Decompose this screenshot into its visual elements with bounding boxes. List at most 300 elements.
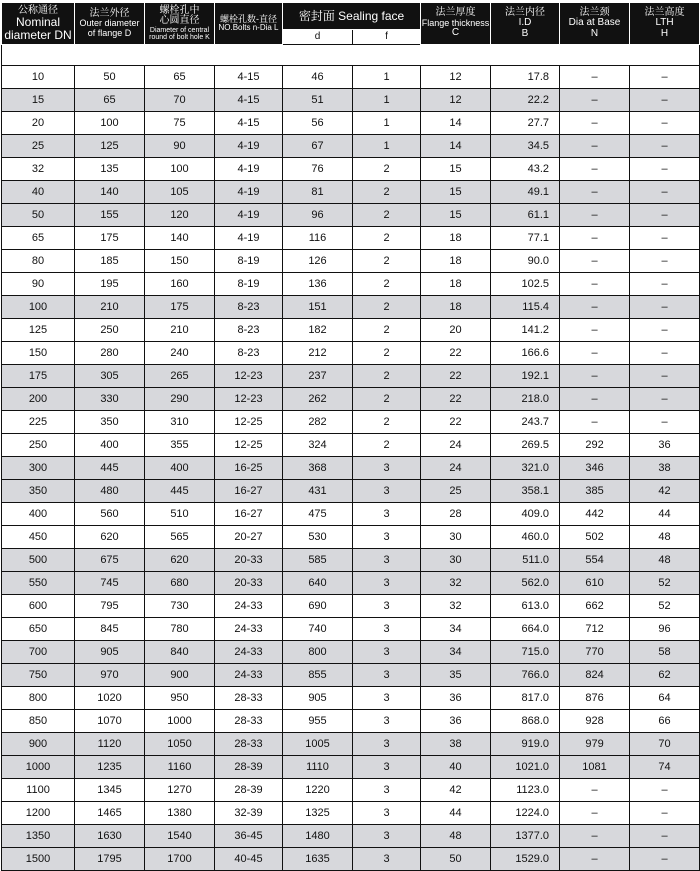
- cell-bolt-circle-k: 1380: [145, 802, 215, 825]
- cell-bolt-circle-k: 680: [145, 572, 215, 595]
- cell-height-h: –: [630, 388, 700, 411]
- cell-seal-f: 3: [353, 664, 421, 687]
- cell-seal-f: 2: [353, 273, 421, 296]
- cell-id-b: 817.0: [491, 687, 560, 710]
- cell-height-h: –: [630, 273, 700, 296]
- cell-height-h: 62: [630, 664, 700, 687]
- cell-outer-d: 1120: [75, 733, 145, 756]
- header-dia-at-base: 法兰颈 Dia at Base N: [560, 3, 630, 45]
- cell-seal-f: 2: [353, 227, 421, 250]
- cell-bolts: 16-27: [215, 480, 283, 503]
- cell-bolt-circle-k: 70: [145, 89, 215, 112]
- cell-bolts: 16-25: [215, 457, 283, 480]
- cell-dn: 300: [2, 457, 75, 480]
- cell-bolts: 28-39: [215, 779, 283, 802]
- cell-bolt-circle-k: 400: [145, 457, 215, 480]
- cell-bolts: 28-39: [215, 756, 283, 779]
- cell-height-h: –: [630, 802, 700, 825]
- cell-base-n: –: [560, 89, 630, 112]
- cell-dn: 550: [2, 572, 75, 595]
- cell-dn: 700: [2, 641, 75, 664]
- cell-seal-d: 368: [283, 457, 353, 480]
- header-flange-thickness: 法兰厚度 Flange thickness C: [421, 3, 491, 45]
- table-row: [2, 503, 700, 526]
- cell-bolts: 12-23: [215, 365, 283, 388]
- cell-outer-d: 795: [75, 595, 145, 618]
- cell-base-n: –: [560, 250, 630, 273]
- cell-base-n: 876: [560, 687, 630, 710]
- cell-dn: 150: [2, 342, 75, 365]
- standard-2: JIS B2212 10K: [369, 48, 444, 60]
- cell-thickness-c: 12: [421, 66, 491, 89]
- cell-seal-d: 1110: [283, 756, 353, 779]
- cell-dn: 20: [2, 112, 75, 135]
- cell-seal-f: 3: [353, 457, 421, 480]
- cell-outer-d: 250: [75, 319, 145, 342]
- cell-id-b: 61.1: [491, 204, 560, 227]
- cell-base-n: 928: [560, 710, 630, 733]
- cell-outer-d: 125: [75, 135, 145, 158]
- cell-outer-d: 560: [75, 503, 145, 526]
- cell-thickness-c: 14: [421, 135, 491, 158]
- cell-bolts: 8-23: [215, 342, 283, 365]
- cell-height-h: –: [630, 112, 700, 135]
- cell-seal-d: 1635: [283, 848, 353, 871]
- table-row: [2, 181, 700, 204]
- cell-bolt-circle-k: 840: [145, 641, 215, 664]
- cell-thickness-c: 15: [421, 181, 491, 204]
- cell-seal-f: 2: [353, 250, 421, 273]
- cell-thickness-c: 24: [421, 457, 491, 480]
- cell-seal-d: 262: [283, 388, 353, 411]
- cell-height-h: 42: [630, 480, 700, 503]
- cell-outer-d: 155: [75, 204, 145, 227]
- cell-id-b: 90.0: [491, 250, 560, 273]
- cell-thickness-c: 15: [421, 204, 491, 227]
- cell-bolt-circle-k: 950: [145, 687, 215, 710]
- cell-seal-f: 3: [353, 480, 421, 503]
- cell-seal-d: 282: [283, 411, 353, 434]
- cell-thickness-c: 48: [421, 825, 491, 848]
- cell-seal-d: 955: [283, 710, 353, 733]
- cell-id-b: 1021.0: [491, 756, 560, 779]
- cell-base-n: 610: [560, 572, 630, 595]
- cell-dn: 800: [2, 687, 75, 710]
- cell-seal-d: 126: [283, 250, 353, 273]
- cell-seal-f: 3: [353, 618, 421, 641]
- cell-outer-d: 970: [75, 664, 145, 687]
- cell-bolt-circle-k: 105: [145, 181, 215, 204]
- cell-thickness-c: 34: [421, 641, 491, 664]
- cell-seal-d: 855: [283, 664, 353, 687]
- cell-outer-d: 1020: [75, 687, 145, 710]
- table-row: [2, 204, 700, 227]
- cell-dn: 50: [2, 204, 75, 227]
- cell-outer-d: 350: [75, 411, 145, 434]
- cell-dn: 450: [2, 526, 75, 549]
- table-row: [2, 756, 700, 779]
- cell-bolts: 4-15: [215, 112, 283, 135]
- cell-outer-d: 185: [75, 250, 145, 273]
- cell-height-h: 70: [630, 733, 700, 756]
- cell-base-n: 662: [560, 595, 630, 618]
- cell-bolts: 20-33: [215, 572, 283, 595]
- flange-dimension-table: [1, 2, 700, 871]
- cell-seal-d: 1325: [283, 802, 353, 825]
- cell-bolt-circle-k: 150: [145, 250, 215, 273]
- cell-thickness-c: 38: [421, 733, 491, 756]
- cell-seal-f: 1: [353, 89, 421, 112]
- cell-dn: 1200: [2, 802, 75, 825]
- cell-base-n: –: [560, 158, 630, 181]
- cell-base-n: –: [560, 848, 630, 871]
- cell-bolts: 8-23: [215, 296, 283, 319]
- cell-bolts: 24-33: [215, 664, 283, 687]
- header-bolts: 螺栓孔数-直径 NO.Bolts n-Dia L: [215, 3, 283, 45]
- cell-seal-f: 1: [353, 66, 421, 89]
- cell-thickness-c: 30: [421, 549, 491, 572]
- cell-bolts: 12-23: [215, 388, 283, 411]
- cell-seal-f: 2: [353, 365, 421, 388]
- cell-height-h: –: [630, 342, 700, 365]
- cell-height-h: 38: [630, 457, 700, 480]
- table-row: [2, 779, 700, 802]
- cell-bolt-circle-k: 310: [145, 411, 215, 434]
- cell-height-h: –: [630, 825, 700, 848]
- cell-id-b: 166.6: [491, 342, 560, 365]
- cell-dn: 125: [2, 319, 75, 342]
- cell-bolt-circle-k: 1540: [145, 825, 215, 848]
- cell-height-h: –: [630, 296, 700, 319]
- cell-bolt-circle-k: 1160: [145, 756, 215, 779]
- cell-seal-d: 56: [283, 112, 353, 135]
- cell-outer-d: 620: [75, 526, 145, 549]
- cell-id-b: 766.0: [491, 664, 560, 687]
- cell-height-h: –: [630, 250, 700, 273]
- cell-outer-d: 905: [75, 641, 145, 664]
- cell-bolt-circle-k: 510: [145, 503, 215, 526]
- cell-dn: 1100: [2, 779, 75, 802]
- cell-base-n: 292: [560, 434, 630, 457]
- cell-base-n: 346: [560, 457, 630, 480]
- cell-seal-f: 3: [353, 503, 421, 526]
- table-row: [2, 687, 700, 710]
- standards-row: [2, 45, 700, 66]
- cell-height-h: 96: [630, 618, 700, 641]
- cell-seal-d: 96: [283, 204, 353, 227]
- cell-dn: 90: [2, 273, 75, 296]
- cell-bolts: 4-19: [215, 227, 283, 250]
- cell-dn: 40: [2, 181, 75, 204]
- cell-thickness-c: 30: [421, 526, 491, 549]
- cell-thickness-c: 32: [421, 572, 491, 595]
- header-sealing-d: d: [283, 30, 353, 45]
- cell-thickness-c: 14: [421, 112, 491, 135]
- header-outer-diameter: 法兰外径 Outer diameter of flange D: [75, 3, 145, 45]
- cell-bolts: 4-15: [215, 89, 283, 112]
- cell-outer-d: 280: [75, 342, 145, 365]
- cell-seal-f: 3: [353, 733, 421, 756]
- cell-height-h: 64: [630, 687, 700, 710]
- table-body: [2, 66, 700, 871]
- cell-bolt-circle-k: 210: [145, 319, 215, 342]
- cell-thickness-c: 18: [421, 227, 491, 250]
- table-row: [2, 89, 700, 112]
- cell-thickness-c: 36: [421, 687, 491, 710]
- cell-bolt-circle-k: 445: [145, 480, 215, 503]
- cell-outer-d: 480: [75, 480, 145, 503]
- cell-thickness-c: 24: [421, 434, 491, 457]
- cell-seal-d: 1220: [283, 779, 353, 802]
- cell-outer-d: 135: [75, 158, 145, 181]
- cell-seal-d: 530: [283, 526, 353, 549]
- cell-base-n: 1081: [560, 756, 630, 779]
- cell-thickness-c: 44: [421, 802, 491, 825]
- cell-bolts: 4-19: [215, 135, 283, 158]
- cell-bolt-circle-k: 620: [145, 549, 215, 572]
- cell-bolt-circle-k: 100: [145, 158, 215, 181]
- cell-dn: 1000: [2, 756, 75, 779]
- cell-outer-d: 445: [75, 457, 145, 480]
- cell-bolts: 28-33: [215, 733, 283, 756]
- cell-base-n: –: [560, 365, 630, 388]
- header-sealing-face: 密封面 Sealing face: [283, 3, 421, 30]
- header-inner-diameter: 法兰内径 I.D B: [491, 3, 560, 45]
- cell-outer-d: 1070: [75, 710, 145, 733]
- cell-seal-f: 2: [353, 342, 421, 365]
- table-row: [2, 227, 700, 250]
- cell-seal-f: 2: [353, 319, 421, 342]
- cell-base-n: –: [560, 135, 630, 158]
- cell-dn: 350: [2, 480, 75, 503]
- cell-id-b: 49.1: [491, 181, 560, 204]
- cell-id-b: 321.0: [491, 457, 560, 480]
- cell-seal-f: 3: [353, 848, 421, 871]
- standard-1: JIS B2220 10K: [257, 48, 332, 60]
- cell-thickness-c: 28: [421, 503, 491, 526]
- cell-dn: 1350: [2, 825, 75, 848]
- cell-seal-d: 151: [283, 296, 353, 319]
- cell-height-h: –: [630, 204, 700, 227]
- cell-base-n: 385: [560, 480, 630, 503]
- table-row: [2, 273, 700, 296]
- cell-base-n: –: [560, 319, 630, 342]
- cell-base-n: –: [560, 802, 630, 825]
- cell-seal-f: 3: [353, 641, 421, 664]
- cell-thickness-c: 50: [421, 848, 491, 871]
- cell-bolts: 4-15: [215, 66, 283, 89]
- cell-base-n: –: [560, 66, 630, 89]
- cell-outer-d: 210: [75, 296, 145, 319]
- cell-height-h: 66: [630, 710, 700, 733]
- cell-bolt-circle-k: 900: [145, 664, 215, 687]
- cell-bolt-circle-k: 265: [145, 365, 215, 388]
- cell-seal-d: 585: [283, 549, 353, 572]
- cell-seal-d: 905: [283, 687, 353, 710]
- cell-outer-d: 330: [75, 388, 145, 411]
- cell-seal-d: 67: [283, 135, 353, 158]
- cell-id-b: 868.0: [491, 710, 560, 733]
- cell-dn: 850: [2, 710, 75, 733]
- cell-seal-d: 136: [283, 273, 353, 296]
- cell-id-b: 919.0: [491, 733, 560, 756]
- cell-height-h: –: [630, 365, 700, 388]
- table-row: [2, 480, 700, 503]
- cell-seal-d: 182: [283, 319, 353, 342]
- cell-height-h: –: [630, 181, 700, 204]
- cell-bolts: 28-33: [215, 687, 283, 710]
- cell-seal-d: 212: [283, 342, 353, 365]
- cell-bolt-circle-k: 565: [145, 526, 215, 549]
- cell-height-h: 48: [630, 526, 700, 549]
- cell-id-b: 34.5: [491, 135, 560, 158]
- cell-bolt-circle-k: 175: [145, 296, 215, 319]
- cell-base-n: –: [560, 296, 630, 319]
- table-header: [2, 3, 700, 66]
- cell-outer-d: 50: [75, 66, 145, 89]
- cell-seal-f: 3: [353, 825, 421, 848]
- cell-thickness-c: 22: [421, 365, 491, 388]
- cell-bolts: 4-19: [215, 158, 283, 181]
- cell-seal-d: 324: [283, 434, 353, 457]
- cell-bolts: 12-25: [215, 434, 283, 457]
- cell-base-n: –: [560, 779, 630, 802]
- cell-seal-f: 1: [353, 135, 421, 158]
- cell-dn: 1500: [2, 848, 75, 871]
- table-row: [2, 112, 700, 135]
- cell-seal-d: 237: [283, 365, 353, 388]
- cell-height-h: –: [630, 135, 700, 158]
- cell-outer-d: 140: [75, 181, 145, 204]
- table-row: [2, 848, 700, 871]
- cell-seal-d: 475: [283, 503, 353, 526]
- cell-height-h: –: [630, 779, 700, 802]
- cell-bolts: 4-19: [215, 204, 283, 227]
- cell-id-b: 141.2: [491, 319, 560, 342]
- cell-seal-d: 1005: [283, 733, 353, 756]
- cell-base-n: –: [560, 825, 630, 848]
- cell-height-h: 58: [630, 641, 700, 664]
- table-row: [2, 664, 700, 687]
- table-row: [2, 434, 700, 457]
- cell-base-n: –: [560, 112, 630, 135]
- cell-outer-d: 1795: [75, 848, 145, 871]
- cell-bolt-circle-k: 140: [145, 227, 215, 250]
- cell-bolt-circle-k: 1000: [145, 710, 215, 733]
- cell-dn: 100: [2, 296, 75, 319]
- table-row: [2, 710, 700, 733]
- cell-bolts: 28-33: [215, 710, 283, 733]
- table-row: [2, 250, 700, 273]
- cell-seal-f: 2: [353, 181, 421, 204]
- table-row: [2, 618, 700, 641]
- cell-bolts: 24-33: [215, 618, 283, 641]
- cell-id-b: 218.0: [491, 388, 560, 411]
- cell-outer-d: 1630: [75, 825, 145, 848]
- cell-seal-f: 3: [353, 572, 421, 595]
- table-row: [2, 342, 700, 365]
- cell-bolts: 20-33: [215, 549, 283, 572]
- cell-thickness-c: 18: [421, 296, 491, 319]
- cell-id-b: 115.4: [491, 296, 560, 319]
- cell-seal-f: 1: [353, 112, 421, 135]
- cell-id-b: 460.0: [491, 526, 560, 549]
- cell-thickness-c: 35: [421, 664, 491, 687]
- cell-outer-d: 305: [75, 365, 145, 388]
- cell-outer-d: 65: [75, 89, 145, 112]
- cell-bolts: 32-39: [215, 802, 283, 825]
- cell-id-b: 1123.0: [491, 779, 560, 802]
- header-flange-height: 法兰高度 LTH H: [630, 3, 700, 45]
- table-row: [2, 411, 700, 434]
- cell-dn: 750: [2, 664, 75, 687]
- table-row: [2, 733, 700, 756]
- cell-dn: 900: [2, 733, 75, 756]
- cell-id-b: 409.0: [491, 503, 560, 526]
- cell-dn: 10: [2, 66, 75, 89]
- cell-bolt-circle-k: 780: [145, 618, 215, 641]
- cell-bolts: 8-23: [215, 319, 283, 342]
- cell-bolts: 16-27: [215, 503, 283, 526]
- cell-base-n: –: [560, 388, 630, 411]
- cell-base-n: –: [560, 411, 630, 434]
- cell-outer-d: 1345: [75, 779, 145, 802]
- cell-thickness-c: 22: [421, 388, 491, 411]
- cell-seal-d: 800: [283, 641, 353, 664]
- cell-base-n: –: [560, 342, 630, 365]
- cell-seal-d: 1480: [283, 825, 353, 848]
- cell-dn: 15: [2, 89, 75, 112]
- cell-bolts: 24-33: [215, 595, 283, 618]
- cell-dn: 25: [2, 135, 75, 158]
- cell-bolt-circle-k: 1270: [145, 779, 215, 802]
- cell-base-n: 979: [560, 733, 630, 756]
- cell-thickness-c: 12: [421, 89, 491, 112]
- cell-bolts: 20-27: [215, 526, 283, 549]
- cell-id-b: 562.0: [491, 572, 560, 595]
- cell-bolt-circle-k: 355: [145, 434, 215, 457]
- cell-height-h: –: [630, 89, 700, 112]
- table-row: [2, 457, 700, 480]
- cell-dn: 500: [2, 549, 75, 572]
- table-row: [2, 296, 700, 319]
- cell-bolt-circle-k: 1050: [145, 733, 215, 756]
- cell-base-n: 554: [560, 549, 630, 572]
- cell-height-h: –: [630, 848, 700, 871]
- cell-thickness-c: 34: [421, 618, 491, 641]
- cell-bolts: 4-19: [215, 181, 283, 204]
- cell-id-b: 1224.0: [491, 802, 560, 825]
- cell-seal-d: 81: [283, 181, 353, 204]
- table-row: [2, 66, 700, 89]
- cell-seal-f: 3: [353, 756, 421, 779]
- cell-base-n: –: [560, 273, 630, 296]
- cell-thickness-c: 40: [421, 756, 491, 779]
- cell-thickness-c: 22: [421, 342, 491, 365]
- cell-id-b: 102.5: [491, 273, 560, 296]
- cell-id-b: 22.2: [491, 89, 560, 112]
- cell-seal-f: 3: [353, 526, 421, 549]
- header-sealing-f: f: [353, 30, 421, 45]
- cell-height-h: –: [630, 411, 700, 434]
- cell-seal-f: 3: [353, 779, 421, 802]
- cell-seal-d: 690: [283, 595, 353, 618]
- cell-id-b: 358.1: [491, 480, 560, 503]
- cell-seal-d: 740: [283, 618, 353, 641]
- cell-outer-d: 745: [75, 572, 145, 595]
- cell-base-n: –: [560, 204, 630, 227]
- cell-thickness-c: 18: [421, 250, 491, 273]
